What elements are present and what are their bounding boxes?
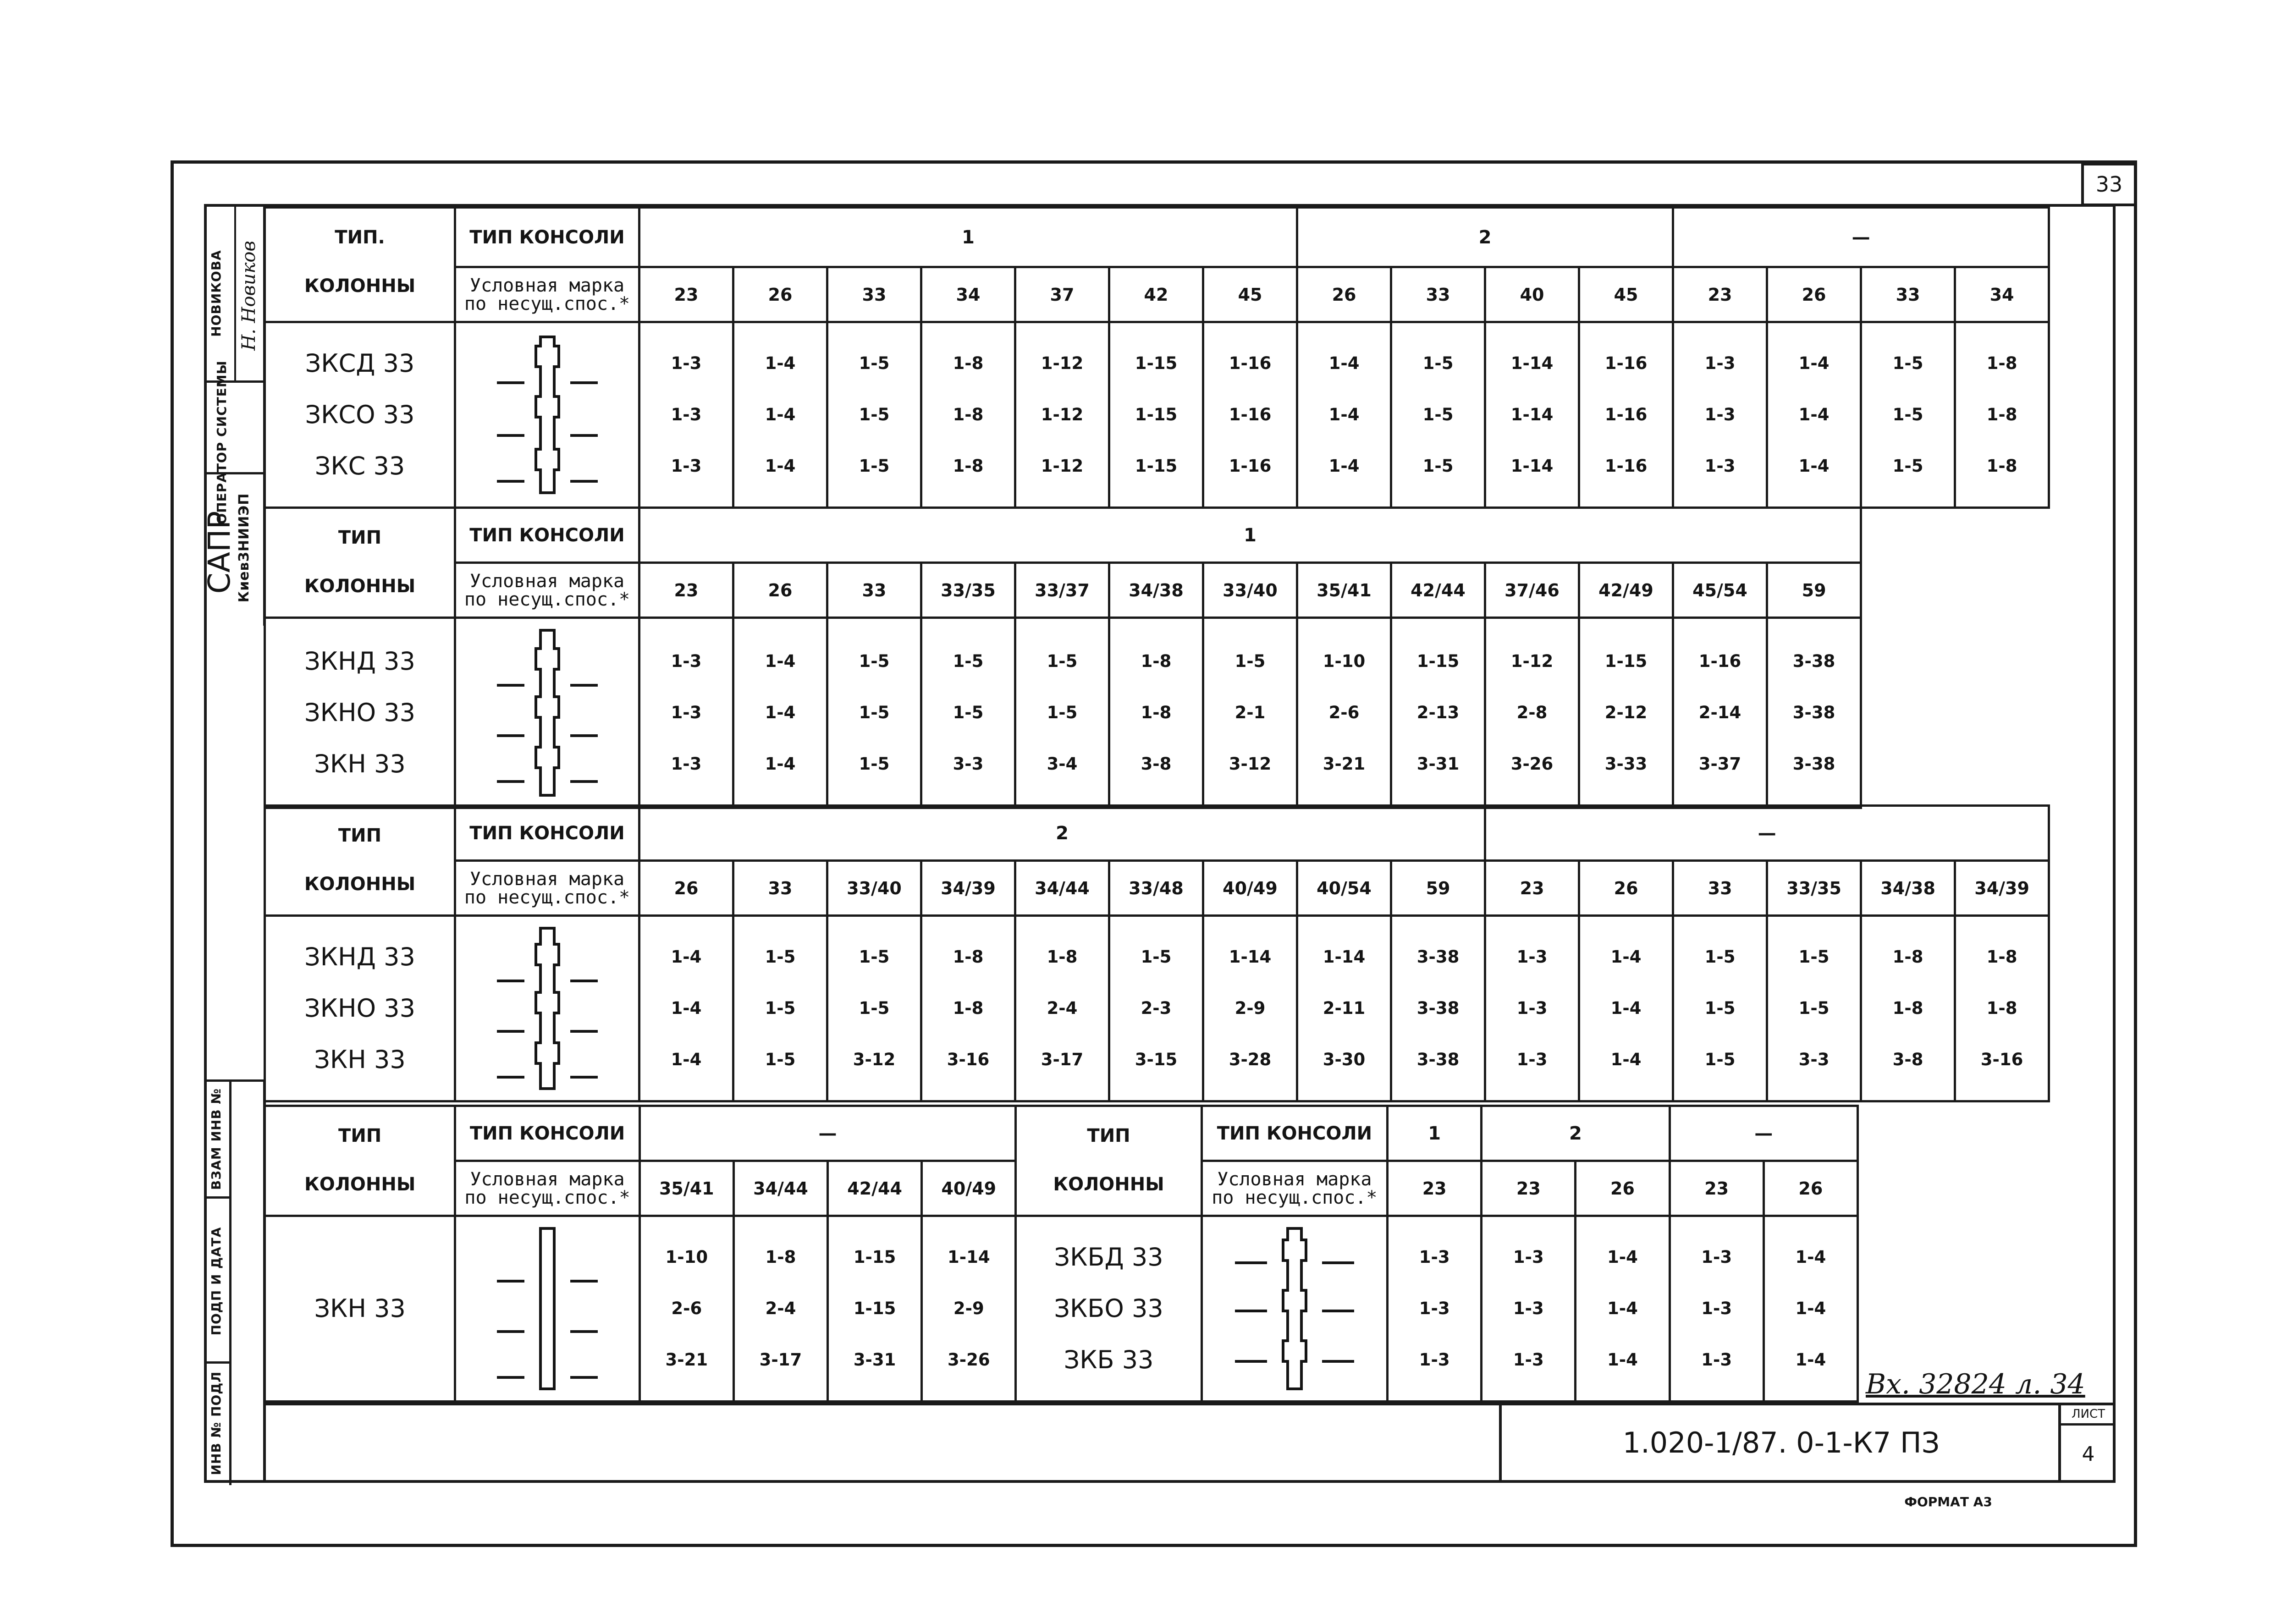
group-header: 1 (1388, 1106, 1482, 1161)
value-column: 1-14 2-9 3-26 (922, 1216, 1016, 1402)
console-type-header: ТИП КОНСОЛИ (455, 508, 639, 563)
value-column: 1-14 2-9 3-28 (1203, 916, 1297, 1101)
code-cell: 33/37 (1015, 563, 1109, 618)
column-names: ЗКН 33 (265, 1216, 455, 1402)
table-4 (264, 1105, 1859, 1403)
col-type-header-b (1016, 1106, 1201, 1216)
value-column: 1-3 1-3 1-3 (639, 322, 733, 508)
group-header: 1 (639, 208, 1297, 267)
code-cell: 26 (1763, 1161, 1857, 1216)
sidebar-cell-role1 (204, 204, 266, 383)
group-header: 2 (1297, 208, 1673, 267)
kolonny-label: КОЛОННЫ (304, 1174, 416, 1195)
tip-label: ТИП. (335, 227, 385, 248)
code-cell: 34/38 (1109, 563, 1203, 618)
kolonny-label: КОЛОННЫ (1053, 1174, 1164, 1195)
code-cell: 42/49 (1579, 563, 1673, 618)
code-cell: 45/54 (1673, 563, 1767, 618)
value-column: 1-5 1-5 3-3 (921, 618, 1015, 808)
code-cell: 42 (1109, 267, 1203, 322)
col-type-header (265, 806, 455, 916)
sheet-value: 4 (2082, 1442, 2095, 1466)
column-console-icon (1221, 1222, 1368, 1396)
value-column: 1-8 1-8 3-8 (1109, 618, 1203, 808)
code-cell: 35/41 (1297, 563, 1391, 618)
value-column: 1-5 1-5 3-4 (1015, 618, 1109, 808)
value-column: 3-38 3-38 3-38 (1767, 618, 1861, 808)
tip-label: ТИП (338, 1125, 382, 1146)
code-cell: 40/49 (922, 1161, 1016, 1216)
code-cell: 59 (1767, 563, 1861, 618)
code-cell: 33 (827, 563, 921, 618)
value-column: 1-8 2-4 3-17 (733, 1216, 827, 1402)
console-type-header: ТИП КОНСОЛИ (1201, 1106, 1387, 1161)
value-column: 1-3 1-3 1-3 (639, 618, 733, 808)
code-cell: 26 (1767, 267, 1861, 322)
console-type-header: ТИП КОНСОЛИ (455, 806, 639, 861)
console-type-header: ТИП КОНСОЛИ (455, 1106, 639, 1161)
code-cell: 23 (639, 267, 733, 322)
sidebar-lower-labels (204, 1082, 231, 1485)
value-column: 1-4 1-4 1-4 (1576, 1216, 1670, 1402)
code-cell: 42/44 (1391, 563, 1485, 618)
code-cell: 33 (827, 267, 921, 322)
value-column: 1-14 2-11 3-30 (1297, 916, 1391, 1101)
sidebar (204, 204, 266, 626)
column-diagram (455, 618, 639, 808)
sidebar-vzam: ВЗАМ ИНВ № (209, 1088, 224, 1190)
code-cell: 26 (1579, 861, 1673, 916)
kolonny-label: КОЛОННЫ (304, 275, 416, 297)
title-block-sheet (2058, 1403, 2116, 1483)
sheet-label: ЛИСТ (2061, 1403, 2116, 1426)
code-cell: 34/44 (1015, 861, 1109, 916)
sidebar-inv: ИНВ № ПОДЛ (209, 1371, 224, 1475)
kolonny-label: КОЛОННЫ (304, 874, 416, 895)
marka-label: Условная марка по несущ.спос.* (455, 563, 639, 618)
value-column: 1-3 1-3 1-3 (1673, 322, 1767, 508)
tip-label: ТИП (338, 825, 382, 846)
value-column: 1-4 1-4 1-4 (1579, 916, 1673, 1101)
handwritten-note: Вх. 32824 л. 34 (1866, 1368, 2085, 1400)
marka-label: Условная марка по несущ.спос.* (1201, 1161, 1387, 1216)
sidebar-lower-divider (204, 1196, 231, 1199)
value-column: 1-3 1-3 1-3 (1670, 1216, 1763, 1402)
value-column: 1-8 2-4 3-17 (1015, 916, 1109, 1101)
value-column: 1-16 1-16 1-16 (1579, 322, 1673, 508)
sidebar-sapr: САПР (202, 511, 237, 594)
code-cell: 34/39 (921, 861, 1015, 916)
group-header: — (639, 1106, 1016, 1161)
value-column: 1-5 2-1 3-12 (1203, 618, 1297, 808)
col-type-header (265, 208, 455, 322)
code-cell: 33/48 (1109, 861, 1203, 916)
value-column: 1-3 1-3 1-3 (1388, 1216, 1482, 1402)
sidebar-divider (234, 204, 236, 383)
code-cell: 33 (733, 861, 827, 916)
value-column: 1-5 1-5 1-5 (827, 322, 921, 508)
code-cell: 59 (1391, 861, 1485, 916)
value-column: 1-10 2-6 3-21 (639, 1216, 733, 1402)
column-plain-icon (474, 1222, 621, 1396)
tip-label: ТИП (338, 527, 382, 548)
value-column: 1-8 1-8 1-8 (1955, 322, 2049, 508)
value-column: 1-15 2-12 3-33 (1579, 618, 1673, 808)
value-column: 1-4 1-4 1-4 (733, 322, 827, 508)
top-sheet-number: 33 (2095, 172, 2123, 197)
value-column: 1-4 1-4 1-4 (733, 618, 827, 808)
value-column: 1-4 1-4 1-4 (1763, 1216, 1857, 1402)
code-cell: 23 (1388, 1161, 1482, 1216)
value-column: 1-4 1-4 1-4 (1767, 322, 1861, 508)
code-cell: 33 (1673, 861, 1767, 916)
group-header: 1 (639, 508, 1861, 563)
value-column: 1-5 1-5 3-3 (1767, 916, 1861, 1101)
group-header: — (1485, 806, 2049, 861)
code-cell: 26 (1297, 267, 1391, 322)
sidebar-cell-role2 (204, 360, 266, 524)
value-column: 1-15 1-15 1-15 (1109, 322, 1203, 508)
tip-label: ТИП (1087, 1125, 1130, 1146)
kolonny-label: КОЛОННЫ (304, 576, 416, 597)
code-cell: 34/38 (1861, 861, 1955, 916)
value-column: 1-16 1-16 1-16 (1203, 322, 1297, 508)
value-column: 1-10 2-6 3-21 (1297, 618, 1391, 808)
col-type-header (265, 508, 455, 618)
code-cell: 23 (639, 563, 733, 618)
column-console-icon (474, 328, 621, 502)
code-cell: 34/39 (1955, 861, 2049, 916)
code-cell: 23 (1670, 1161, 1763, 1216)
value-column: 1-5 1-5 1-5 (733, 916, 827, 1101)
value-column: 1-8 1-8 1-8 (921, 322, 1015, 508)
code-cell: 23 (1673, 267, 1767, 322)
code-cell: 40 (1485, 267, 1579, 322)
value-column: 1-5 1-5 3-12 (827, 916, 921, 1101)
code-cell: 33 (1391, 267, 1485, 322)
value-column: 1-16 2-14 3-37 (1673, 618, 1767, 808)
group-header: 2 (639, 806, 1485, 861)
table-2 (264, 506, 1862, 809)
column-diagram (1201, 1216, 1387, 1402)
signature: Н. Новиков (238, 241, 259, 351)
group-header: — (1673, 208, 2049, 267)
value-column: 1-15 2-13 3-31 (1391, 618, 1485, 808)
sidebar-role2: ОПЕРАТОР СИСТЕМЫ (214, 360, 229, 524)
code-cell: 34 (921, 267, 1015, 322)
code-cell: 37 (1015, 267, 1109, 322)
marka-label: Условная марка по несущ.спос.* (455, 1161, 639, 1216)
value-column: 1-8 1-8 3-16 (921, 916, 1015, 1101)
value-column: 3-38 3-38 3-38 (1391, 916, 1485, 1101)
sidebar-role1: НОВИКОВА (209, 250, 224, 337)
column-names: ЗКСД 33 ЗКСО 33 ЗКС 33 (265, 322, 455, 508)
title-block-designation (1499, 1403, 2061, 1483)
code-cell: 33/35 (921, 563, 1015, 618)
column-diagram (455, 322, 639, 508)
value-column: 1-5 1-5 1-5 (1391, 322, 1485, 508)
column-names: ЗКНД 33 ЗКНО 33 ЗКН 33 (265, 618, 455, 808)
column-names: ЗКБД 33 ЗКБО 33 ЗКБ 33 (1016, 1216, 1201, 1402)
code-cell: 34/44 (733, 1161, 827, 1216)
code-cell: 40/54 (1297, 861, 1391, 916)
code-cell: 37/46 (1485, 563, 1579, 618)
sidebar-org: КиевЗНИИЭП (236, 493, 252, 603)
code-cell: 23 (1485, 861, 1579, 916)
sidebar-lower (204, 1079, 266, 1483)
value-column: 1-3 1-3 1-3 (1482, 1216, 1576, 1402)
value-column: 1-14 1-14 1-14 (1485, 322, 1579, 508)
top-sheet-number-box (2081, 163, 2137, 206)
value-column: 1-12 1-12 1-12 (1015, 322, 1109, 508)
code-cell: 33/40 (827, 861, 921, 916)
table-3 (264, 804, 2050, 1102)
code-cell: 33 (1861, 267, 1955, 322)
value-column: 1-3 1-3 1-3 (1485, 916, 1579, 1101)
table-1 (264, 206, 2050, 509)
value-column: 1-5 1-5 1-5 (1861, 322, 1955, 508)
sidebar-cell-sapr (204, 474, 266, 626)
column-console-icon (474, 623, 621, 802)
code-cell: 34 (1955, 267, 2049, 322)
column-diagram (455, 1216, 639, 1402)
code-cell: 33/35 (1767, 861, 1861, 916)
value-column: 1-4 1-4 1-4 (1297, 322, 1391, 508)
code-cell: 40/49 (1203, 861, 1297, 916)
code-cell: 45 (1203, 267, 1297, 322)
console-type-header: ТИП КОНСОЛИ (455, 208, 639, 267)
code-cell: 26 (1576, 1161, 1670, 1216)
value-column: 1-8 1-8 3-8 (1861, 916, 1955, 1101)
code-cell: 26 (733, 267, 827, 322)
marka-label: Условная марка по несущ.спос.* (455, 861, 639, 916)
value-column: 1-5 1-5 1-5 (827, 618, 921, 808)
code-cell: 42/44 (828, 1161, 922, 1216)
code-cell: 26 (733, 563, 827, 618)
group-header: — (1670, 1106, 1857, 1161)
sidebar-podp: ПОДП И ДАТА (209, 1227, 224, 1336)
value-column: 1-8 1-8 3-16 (1955, 916, 2049, 1101)
value-column: 1-15 1-15 3-31 (828, 1216, 922, 1402)
code-cell: 23 (1482, 1161, 1576, 1216)
value-column: 1-5 1-5 1-5 (1673, 916, 1767, 1101)
col-type-header (265, 1106, 455, 1216)
value-column: 1-12 2-8 3-26 (1485, 618, 1579, 808)
code-cell: 26 (639, 861, 733, 916)
value-column: 1-5 2-3 3-15 (1109, 916, 1203, 1101)
code-cell: 45 (1579, 267, 1673, 322)
designation: 1.020-1/87. 0-1-К7 ПЗ (1622, 1426, 1940, 1459)
code-cell: 33/40 (1203, 563, 1297, 618)
column-diagram (455, 916, 639, 1101)
marka-label: Условная марка по несущ.спос.* (455, 267, 639, 322)
column-console-icon (474, 921, 621, 1096)
group-header: 2 (1482, 1106, 1670, 1161)
code-cell: 35/41 (639, 1161, 733, 1216)
format-label: ФОРМАТ А3 (1904, 1494, 1992, 1509)
column-names: ЗКНД 33 ЗКНО 33 ЗКН 33 (265, 916, 455, 1101)
value-column: 1-4 1-4 1-4 (639, 916, 733, 1101)
